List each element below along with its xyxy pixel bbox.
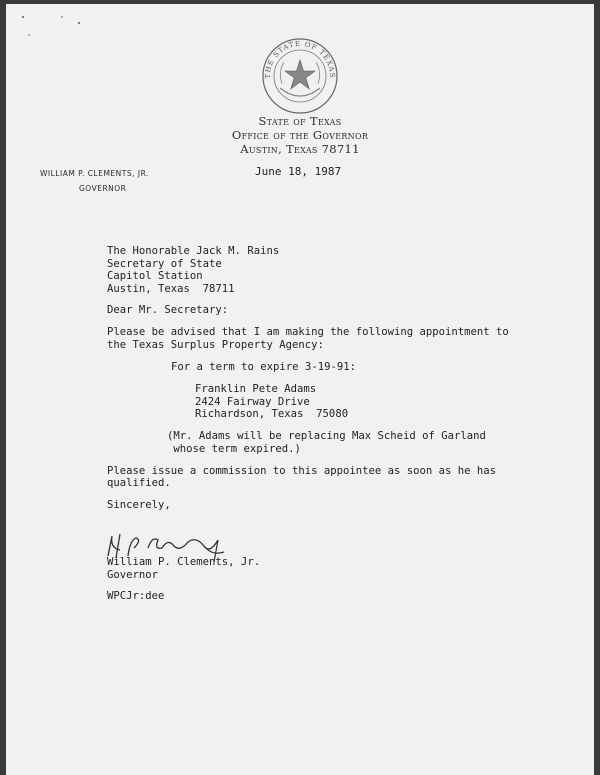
- note-line-1: (Mr. Adams will be replacing Max Scheid of Garland: [167, 430, 486, 442]
- signature-title: Governor: [107, 569, 159, 581]
- term-line: For a term to expire 3-19-91:: [171, 361, 356, 373]
- body-paragraph-2-line-2: qualified.: [107, 477, 171, 489]
- appointee-city: Richardson, Texas 75080: [195, 408, 349, 420]
- letter-date: June 18, 1987: [255, 165, 342, 178]
- salutation: Dear Mr. Secretary:: [107, 304, 229, 316]
- seal-text: THE STATE OF TEXAS: [263, 39, 337, 79]
- sender-title: GOVERNOR: [79, 184, 127, 193]
- appointee-name: Franklin Pete Adams: [195, 383, 317, 395]
- recipient-line-4: Austin, Texas 78711: [107, 283, 235, 295]
- sender-name: WILLIAM P. CLEMENTS, JR.: [40, 169, 149, 178]
- signature-name: William P. Clements, Jr.: [107, 556, 261, 568]
- closing: Sincerely,: [107, 499, 171, 511]
- texas-state-seal: [260, 36, 340, 116]
- note-line-2: whose term expired.): [167, 443, 301, 455]
- recipient-line-2: Secretary of State: [107, 258, 222, 270]
- letterhead-office: Office of the Governor: [231, 128, 369, 142]
- paper-specks: [20, 14, 90, 44]
- body-paragraph-1-line-2: the Texas Surplus Property Agency:: [107, 339, 324, 351]
- initials: WPCJr:dee: [107, 590, 165, 602]
- recipient-line-1: The Honorable Jack M. Rains: [107, 245, 280, 257]
- letterhead-state: State of Texas: [258, 114, 342, 128]
- letterhead-address: Austin, Texas 78711: [240, 142, 360, 156]
- body-paragraph-2-line-1: Please issue a commission to this appointee as soon as he has: [107, 465, 497, 477]
- recipient-line-3: Capitol Station: [107, 270, 203, 282]
- body-paragraph-1-line-1: Please be advised that I am making the following appointment to: [107, 326, 509, 338]
- appointee-street: 2424 Fairway Drive: [195, 396, 310, 408]
